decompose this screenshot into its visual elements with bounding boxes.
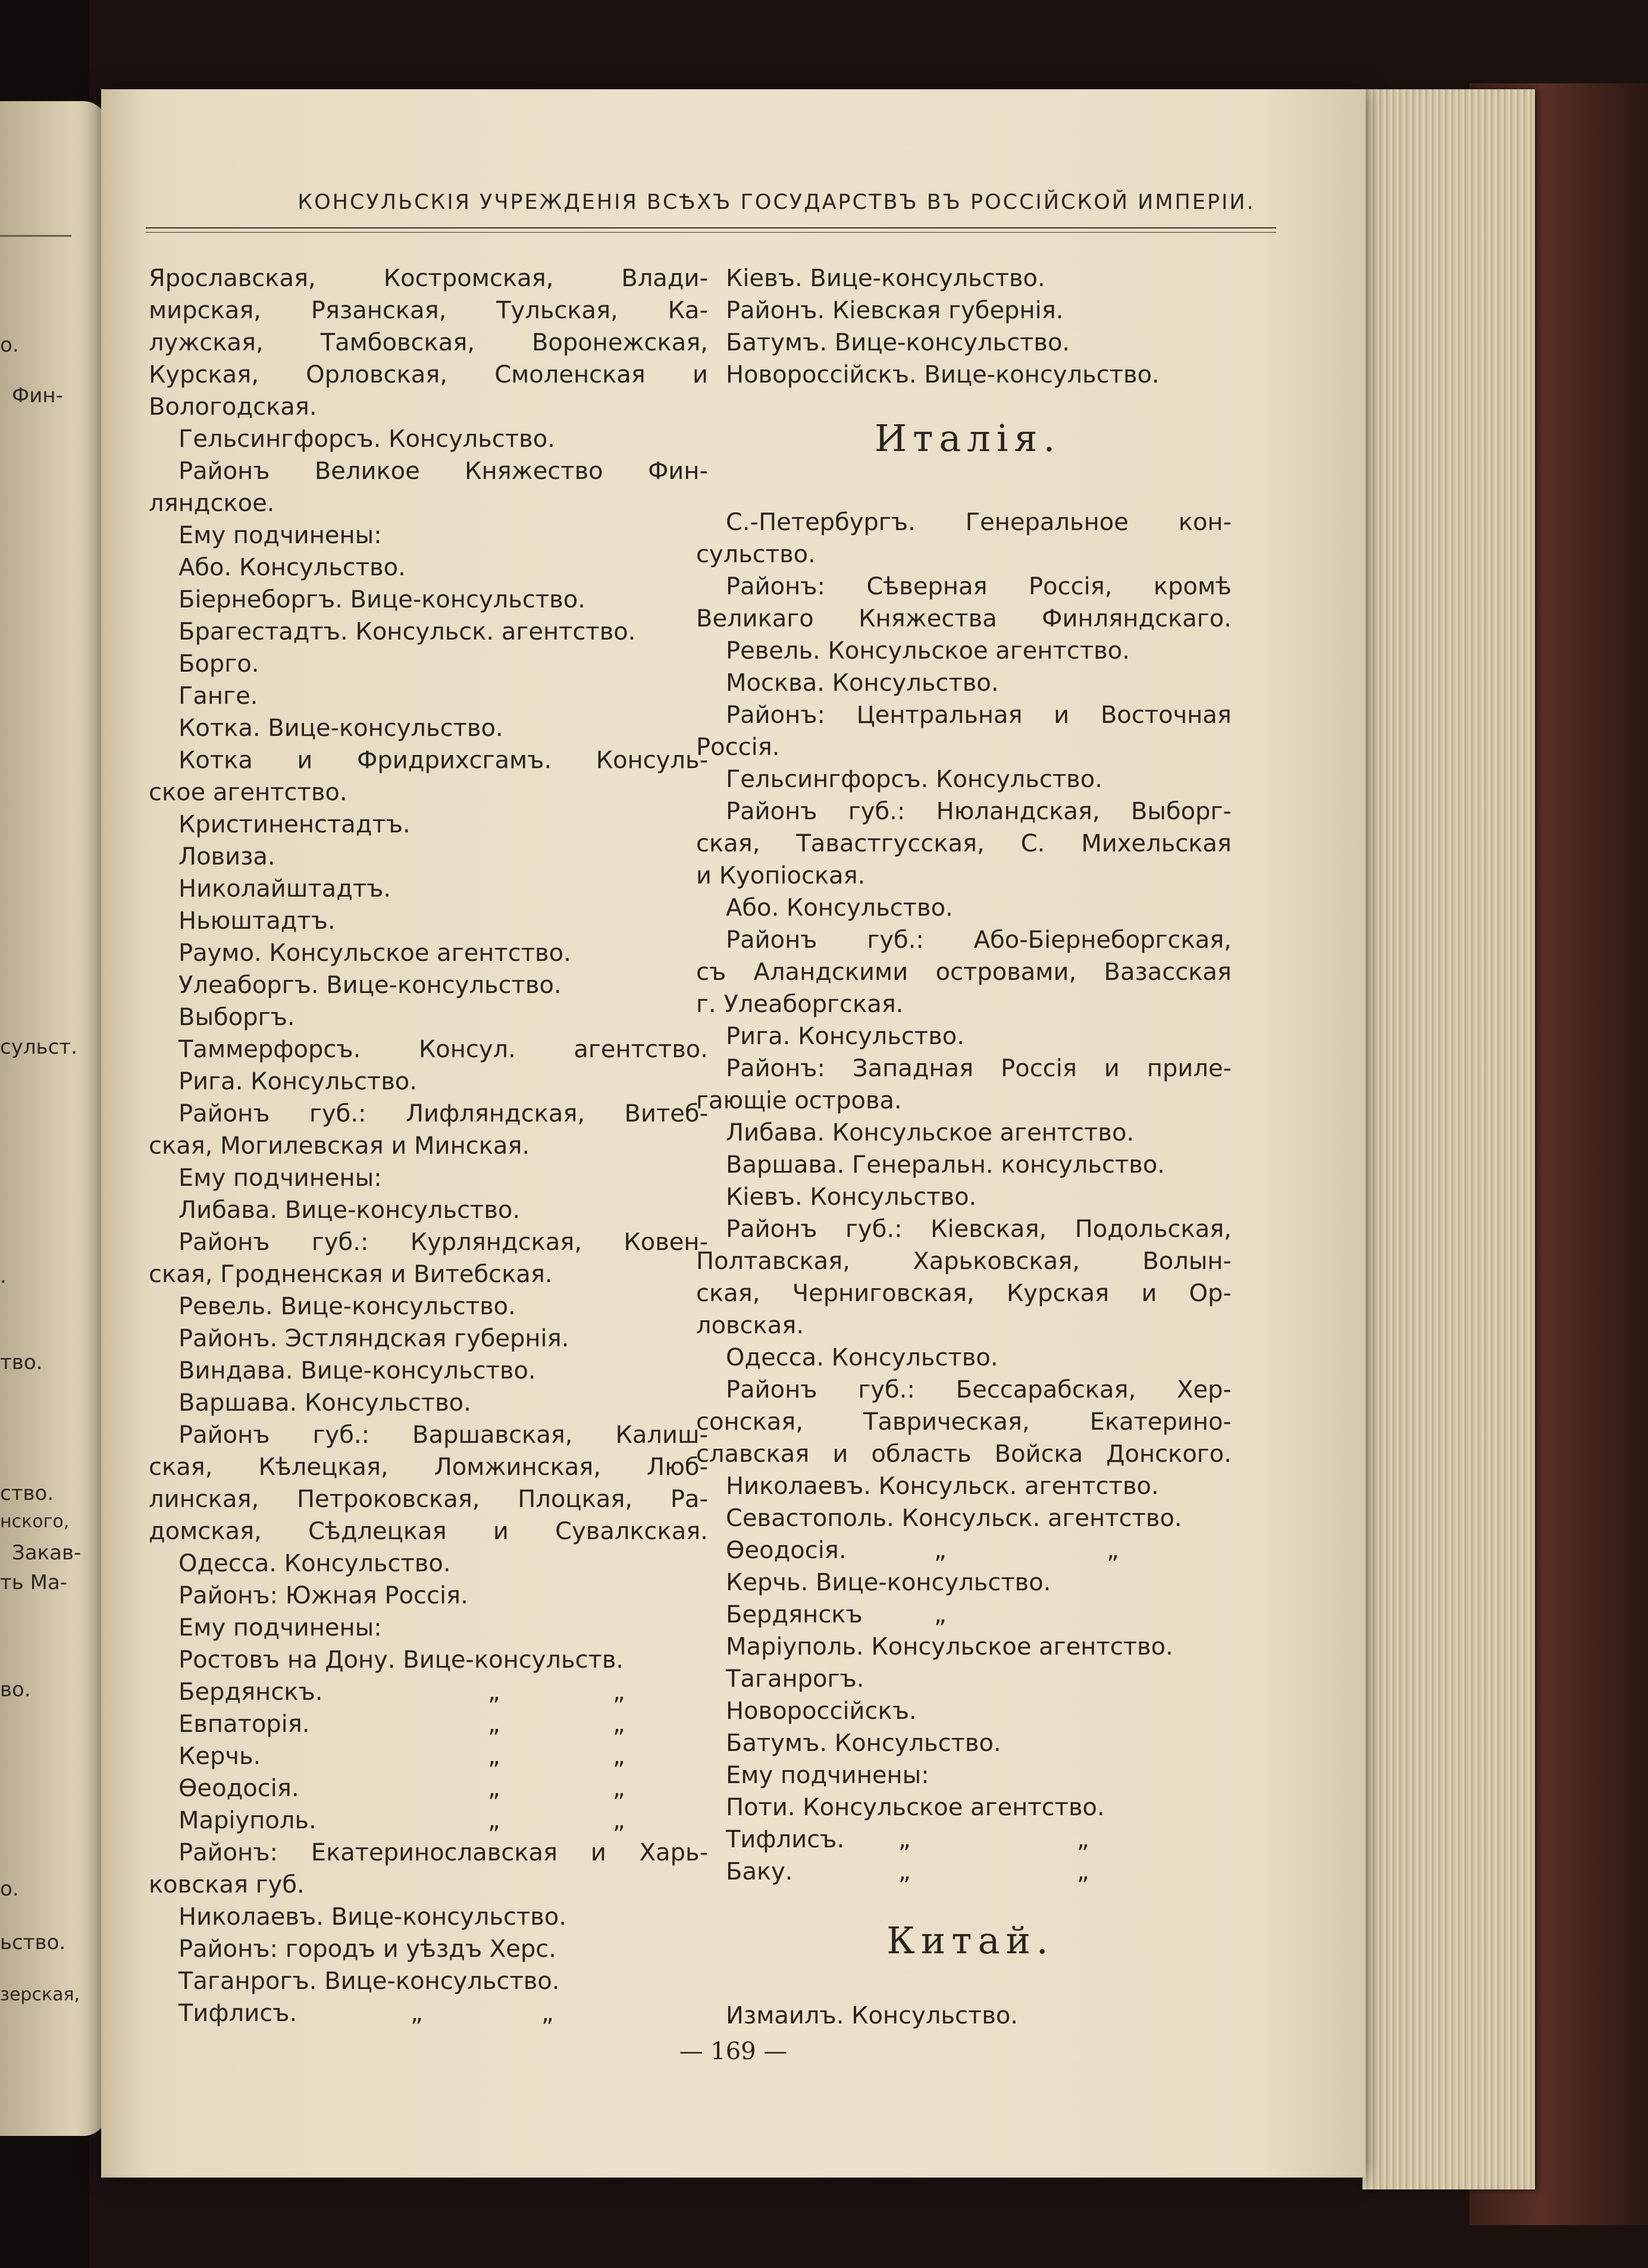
text-line: Районъ: Западная Россія и приле- <box>726 1055 1232 1082</box>
text-line: Районъ: Екатеринославская и Харь- <box>178 1839 708 1866</box>
text-line: ская, Тавастгусская, С. Михельская <box>696 830 1232 857</box>
text-line: Улеаборгъ. Вице-консульство. <box>178 972 562 999</box>
left-fragment: тво. <box>0 1351 43 1374</box>
text-line: Тифлисъ. <box>178 2000 297 2027</box>
running-head: КОНСУЛЬСКІЯ УЧРЕЖДЕНІЯ ВСѢХЪ ГОСУДАРСТВЪ ВЪ РОССІЙСКОЙ ИМПЕРІИ. <box>297 190 1255 214</box>
text-line: Москва. Консульство. <box>726 669 999 697</box>
text-line: Измаилъ. Консульство. <box>726 2002 1019 2029</box>
text-line: Тифлисъ. <box>726 1826 845 1853</box>
ditto-mark: „ <box>898 1826 911 1853</box>
head-rule <box>146 227 1276 228</box>
text-line: Ему подчинены: <box>178 522 382 549</box>
text-line: Гельсингфорсъ. Консульство. <box>726 766 1102 793</box>
text-line: г. Улеаборгская. <box>696 991 904 1018</box>
ditto-mark: „ <box>541 2000 554 2027</box>
text-line: славская и область Войска Донского. <box>696 1440 1232 1468</box>
page-edges <box>1362 89 1535 2189</box>
text-line: Районъ: Сѣверная Россія, кромѣ <box>726 573 1232 600</box>
ditto-mark: „ <box>488 1743 500 1770</box>
text-line: Котка и Фридрихсгамъ. Консуль- <box>178 747 708 774</box>
text-line: Або. Консульство. <box>726 894 953 922</box>
text-line: ляндское. <box>149 490 275 517</box>
text-line: ская, Гродненская и Витебская. <box>149 1261 553 1288</box>
text-line: Районъ Великое Княжество Фин- <box>178 458 708 485</box>
left-fragment: нского, <box>0 1511 70 1532</box>
text-line: Баку. <box>726 1858 793 1885</box>
text-line: Полтавская, Харьковская, Волын- <box>696 1248 1232 1275</box>
text-line: Маріуполь. <box>178 1807 317 1834</box>
text-line: Ѳеодосія. <box>726 1537 847 1564</box>
ditto-mark: „ <box>1107 1537 1119 1564</box>
left-fragment: Закав- <box>12 1541 82 1565</box>
ditto-mark: „ <box>1077 1858 1089 1885</box>
text-line: Кіевъ. Консульство. <box>726 1183 977 1211</box>
left-fragment: о. <box>0 333 19 357</box>
text-line: Районъ губ.: Або-Біернеборгская, <box>726 926 1232 954</box>
text-line: Евпаторія. <box>178 1711 310 1738</box>
text-line: съ Аландскими островами, Вазасская <box>696 958 1232 986</box>
text-line: Вологодская. <box>149 393 317 421</box>
text-line: Біернеборгъ. Вице-консульство. <box>178 586 585 613</box>
text-line: гающіе острова. <box>696 1087 902 1114</box>
left-fragment: ть Ма- <box>0 1571 68 1595</box>
ditto-mark: „ <box>934 1537 947 1564</box>
text-line: Курская, Орловская, Смоленская и <box>149 361 708 389</box>
text-line: и Куопіоская. <box>696 862 866 889</box>
text-line: Ему подчинены: <box>726 1762 929 1789</box>
text-line: Ярославская, Костромская, Влади- <box>149 265 708 292</box>
text-line: Ревель. Консульское агентство. <box>726 637 1130 665</box>
text-line: сонская, Таврическая, Екатерино- <box>696 1408 1232 1436</box>
text-line: Либава. Консульское агентство. <box>726 1119 1135 1146</box>
text-line: Виндава. Вице-консульство. <box>178 1357 536 1384</box>
text-line: Керчь. <box>178 1743 261 1770</box>
left-fragment: ьство. <box>0 1931 66 1954</box>
left-fragment: во. <box>0 1678 31 1702</box>
text-line: Котка. Вице-консульство. <box>178 715 503 742</box>
ditto-mark: „ <box>613 1775 625 1802</box>
text-line: Ему подчинены: <box>178 1614 382 1642</box>
text-line: Гельсингфорсъ. Консульство. <box>178 425 555 453</box>
text-line: Ѳеодосія. <box>178 1775 299 1802</box>
text-line: Районъ: Центральная и Восточная <box>726 701 1232 729</box>
ditto-mark: „ <box>934 1601 947 1628</box>
text-line: Кристиненстадтъ. <box>178 811 411 838</box>
text-line: Районъ губ.: Курляндская, Ковен- <box>178 1229 708 1256</box>
left-fragment: . <box>0 1264 7 1288</box>
text-line: сульство. <box>696 541 816 568</box>
text-line: Рига. Консульство. <box>726 1023 964 1050</box>
text-line: Рига. Консульство. <box>178 1068 417 1095</box>
text-line: мирская, Рязанская, Тульская, Ка- <box>149 297 708 324</box>
text-line: Новороссійскъ. <box>726 1697 917 1725</box>
text-line: Раумо. Консульское агентство. <box>178 939 571 967</box>
text-line: ковская губ. <box>149 1871 305 1899</box>
text-line: Батумъ. Консульство. <box>726 1730 1001 1757</box>
text-line: Ганге. <box>178 682 258 710</box>
text-line: Районъ губ.: Кіевская, Подольская, <box>726 1216 1232 1243</box>
text-line: Ревель. Вице-консульство. <box>178 1293 516 1320</box>
text-line: домская, Сѣдлецкая и Сувалкская. <box>149 1518 708 1545</box>
left-fragment: Фин- <box>12 384 63 408</box>
ditto-mark: „ <box>488 1775 500 1802</box>
text-line: ловская. <box>696 1312 804 1339</box>
text-line: Севастополь. Консульск. агентство. <box>726 1505 1182 1532</box>
text-line: Бердянскъ. <box>178 1678 323 1706</box>
text-line: линская, Петроковская, Плоцкая, Ра- <box>149 1486 708 1513</box>
text-line: Варшава. Консульство. <box>178 1389 471 1417</box>
left-page-edge <box>0 101 107 2136</box>
text-line: Бердянскъ <box>726 1601 863 1628</box>
text-line: Керчь. Вице-консульство. <box>726 1569 1051 1596</box>
text-line: Поти. Консульское агентство. <box>726 1794 1105 1821</box>
text-line: Ростовъ на Дону. Вице-консульств. <box>178 1646 624 1674</box>
right-page <box>101 89 1365 2178</box>
text-line: Николаевъ. Консульск. агентство. <box>726 1473 1159 1500</box>
text-line: Россія. <box>696 734 780 761</box>
ditto-mark: „ <box>898 1858 911 1885</box>
text-line: Брагестадтъ. Консульск. агентство. <box>178 618 636 646</box>
text-line: Новороссійскъ. Вице-консульство. <box>726 361 1160 389</box>
text-line: Николайштадтъ. <box>178 875 391 903</box>
section-title-italy: Италія. <box>875 416 1061 460</box>
left-fragment: о. <box>0 1877 19 1901</box>
ditto-mark: „ <box>613 1807 625 1834</box>
text-line: Таганрогъ. Вице-консульство. <box>178 1968 560 1995</box>
text-line: Районъ губ.: Лифляндская, Витеб- <box>178 1100 708 1127</box>
text-line: Николаевъ. Вице-консульство. <box>178 1903 567 1931</box>
text-line: Районъ губ.: Нюландская, Выборг- <box>726 798 1232 825</box>
right-text-column <box>696 265 1232 2029</box>
text-line: Районъ. Кіевская губернія. <box>726 297 1064 324</box>
left-fragment: сульст. <box>0 1035 77 1059</box>
text-line: Районъ: городъ и уѣздъ Херс. <box>178 1935 556 1963</box>
text-line: С.-Петербургъ. Генеральное кон- <box>726 509 1232 536</box>
text-line: Ловиза. <box>178 843 275 870</box>
text-line: Одесса. Консульство. <box>178 1550 451 1577</box>
text-line: Варшава. Генеральн. консульство. <box>726 1151 1165 1179</box>
text-line: Ему подчинены: <box>178 1164 382 1192</box>
ditto-mark: „ <box>488 1678 500 1706</box>
text-line: ская, Черниговская, Курская и Ор- <box>696 1280 1232 1307</box>
text-line: Маріуполь. Консульское агентство. <box>726 1633 1173 1661</box>
left-text-column <box>149 265 708 2027</box>
text-line: лужская, Тамбовская, Воронежская, <box>149 329 708 356</box>
text-line: Районъ. Эстляндская губернія. <box>178 1325 569 1352</box>
text-line: Районъ губ.: Бессарабская, Хер- <box>726 1376 1232 1404</box>
text-line: Одесса. Консульство. <box>726 1344 998 1371</box>
ditto-mark: „ <box>613 1743 625 1770</box>
text-line: Таганрогъ. <box>726 1665 864 1693</box>
text-line: Таммерфорсъ. Консул. агентство. <box>178 1036 708 1063</box>
left-fragment: ство. <box>0 1481 54 1505</box>
text-line: ская, Могилевская и Минская. <box>149 1132 530 1160</box>
ditto-mark: „ <box>488 1711 500 1738</box>
text-line: ская, Кѣлецкая, Ломжинская, Люб- <box>149 1453 708 1481</box>
text-line: Кіевъ. Вице-консульство. <box>726 265 1045 292</box>
text-line: Ньюштадтъ. <box>178 907 336 935</box>
ditto-mark: „ <box>411 2000 423 2027</box>
left-fragment: зерская, <box>0 1984 80 2005</box>
ditto-mark: „ <box>1077 1826 1089 1853</box>
text-line: Або. Консульство. <box>178 554 406 581</box>
left-page-rule <box>0 235 71 237</box>
ditto-mark: „ <box>613 1711 625 1738</box>
text-line: Великаго Княжества Финляндскаго. <box>696 605 1232 632</box>
text-line: ское агентство. <box>149 779 347 806</box>
text-line: Либава. Вице-консульство. <box>178 1196 521 1224</box>
text-line: Районъ губ.: Варшавская, Калиш- <box>178 1421 708 1449</box>
ditto-mark: „ <box>488 1807 500 1834</box>
text-line: Батумъ. Вице-консульство. <box>726 329 1070 356</box>
section-title-china: Китай. <box>886 1919 1054 1962</box>
ditto-mark: „ <box>613 1678 625 1706</box>
text-line: Выборгъ. <box>178 1004 295 1031</box>
page-number: — 169 — <box>679 2038 788 2065</box>
head-rule <box>146 232 1276 233</box>
text-line: Борго. <box>178 650 259 678</box>
text-line: Районъ: Южная Россія. <box>178 1582 468 1609</box>
